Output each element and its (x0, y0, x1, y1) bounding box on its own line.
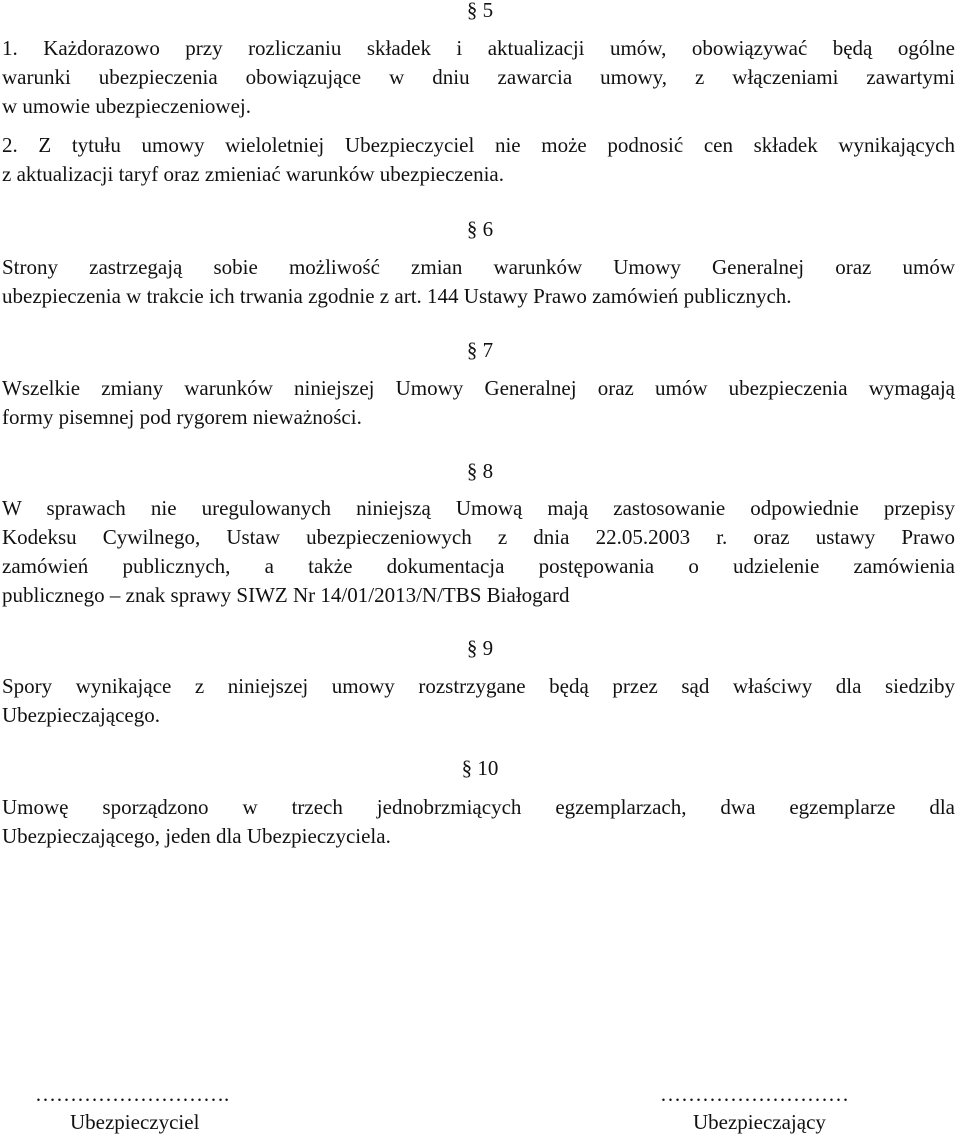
section-heading-7: § 7 (466, 338, 494, 362)
signature-line-policyholder: ……………………… (660, 1082, 849, 1106)
paragraph-line: Kodeksu Cywilnego, Ustaw ubezpieczeniowych z dnia 22.05.2003 r. oraz ustawy Prawo (2, 525, 955, 549)
paragraph-7 (2, 374, 955, 432)
paragraph-line: W sprawach nie uregulowanych niniejszą Umową mają zastosowanie odpowiednie przepisy (2, 496, 955, 520)
paragraph-5-1 (2, 34, 955, 121)
signature-line-insurer: ………………………. (35, 1082, 230, 1106)
paragraph-line: z aktualizacji taryf oraz zmieniać warunków ubezpieczenia. (2, 162, 504, 186)
paragraph-line: warunki ubezpieczenia obowiązujące w dniu zawarcia umowy, z włączeniami zawartymi (2, 65, 955, 89)
paragraph-line: zamówień publicznych, a także dokumentacja postępowania o udzielenie zamówienia (2, 554, 955, 578)
section-heading-5: § 5 (466, 0, 494, 22)
section-heading-8: § 8 (466, 459, 494, 483)
paragraph-6 (2, 253, 955, 311)
paragraph-line: ubezpieczenia w trakcie ich trwania zgodnie z art. 144 Ustawy Prawo zamówień publicznych. (2, 284, 792, 308)
paragraph-9 (2, 672, 955, 730)
paragraph-5-2 (2, 131, 955, 189)
paragraph-line: Ubezpieczającego, jeden dla Ubezpieczyciela. (2, 824, 391, 848)
signature-label-policyholder: Ubezpieczający (693, 1110, 826, 1134)
paragraph-line: formy pisemnej pod rygorem nieważności. (2, 405, 362, 429)
paragraph-line: publicznego – znak sprawy SIWZ Nr 14/01/2013/N/TBS Białogard (2, 583, 570, 607)
paragraph-8 (2, 494, 955, 610)
paragraph-line: w umowie ubezpieczeniowej. (2, 94, 251, 118)
paragraph-line: Umowę sporządzono w trzech jednobrzmiących egzemplarzach, dwa egzemplarze dla (2, 795, 955, 819)
signature-label-insurer: Ubezpieczyciel (70, 1110, 200, 1134)
section-heading-6: § 6 (466, 217, 494, 241)
paragraph-line: Strony zastrzegają sobie możliwość zmian warunków Umowy Generalnej oraz umów (2, 255, 955, 279)
paragraph-line: 1. Każdorazowo przy rozliczaniu składek i aktualizacji umów, obowiązywać będą ogólne (2, 36, 955, 60)
paragraph-line: Wszelkie zmiany warunków niniejszej Umowy Generalnej oraz umów ubezpieczenia wymagają (2, 376, 955, 400)
paragraph-line: 2. Z tytułu umowy wieloletniej Ubezpieczyciel nie może podnosić cen składek wynikających (2, 133, 955, 157)
paragraph-line: Ubezpieczającego. (2, 703, 160, 727)
section-heading-10: § 10 (461, 756, 499, 780)
paragraph-line: Spory wynikające z niniejszej umowy rozstrzygane będą przez sąd właściwy dla siedziby (2, 674, 955, 698)
section-heading-9: § 9 (466, 636, 494, 660)
paragraph-10 (2, 793, 955, 851)
